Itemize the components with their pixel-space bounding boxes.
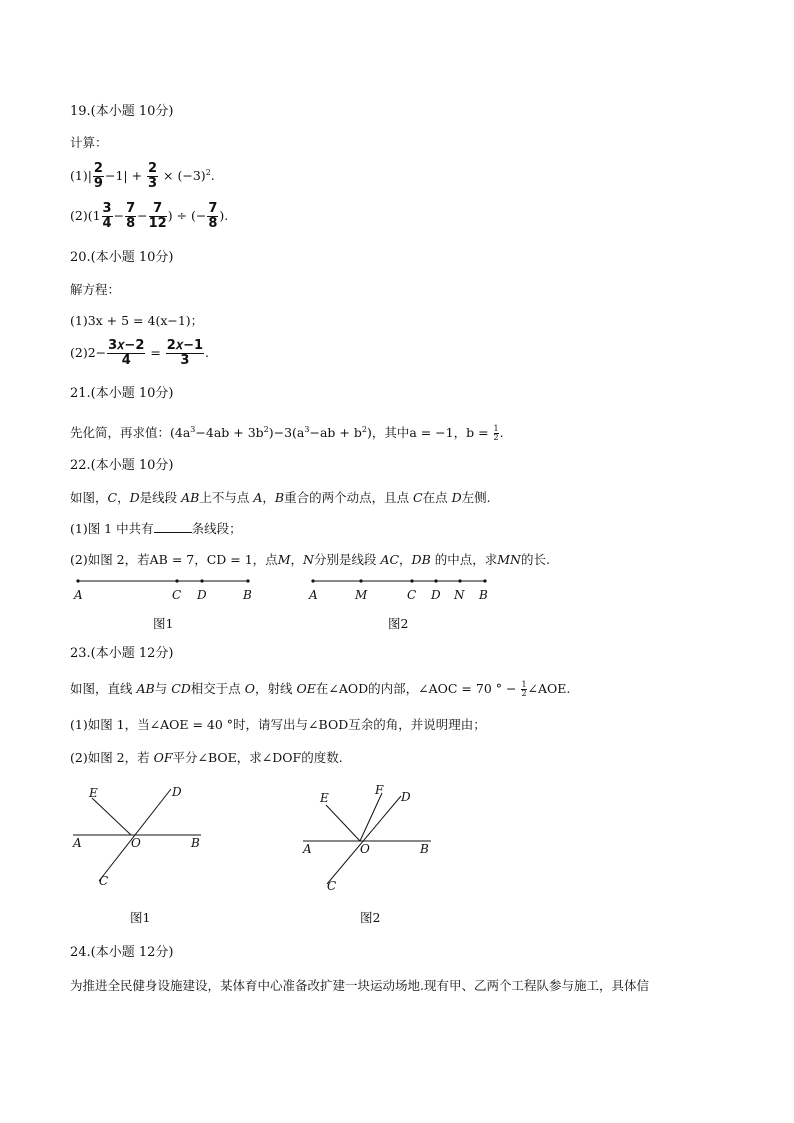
- q24-header: 24.(本小题 12分): [70, 945, 174, 960]
- q20-header: 20.(本小题 10分): [70, 250, 174, 265]
- label-c: C: [99, 874, 109, 888]
- q20-part2: (2)2− $\frac{\text{3𝑥−2}}{4}$ = $\frac{\text{2𝑥−1}}{3}$ .: [70, 338, 210, 368]
- fraction: $\frac{\text{2𝑥−1}}{3}$: [166, 338, 204, 368]
- q20-part1: (1)3x + 5 = 4(x−1)；: [70, 313, 204, 328]
- label-d: D: [172, 785, 182, 799]
- label-o: O: [131, 836, 141, 850]
- line-cd: [327, 796, 401, 884]
- q23-header: 23.(本小题 12分): [70, 646, 174, 661]
- point-n: [458, 579, 461, 582]
- ray-of: [360, 793, 382, 841]
- point-m: [359, 579, 362, 582]
- label-b: B: [243, 588, 252, 602]
- q23-fig1-caption: 图1: [130, 910, 151, 925]
- label-b: B: [420, 842, 429, 856]
- label-f: F: [375, 783, 384, 797]
- fraction: $\frac{3}{4}$: [102, 201, 112, 231]
- q22-fig1-caption: 图1: [153, 616, 174, 631]
- label-e: E: [320, 791, 329, 805]
- label-a: A: [73, 836, 82, 850]
- q21-text: 先化简，再求值：$(4a^3-4ab + 3b^2)-3(a^3-ab + b^2)$，其中a = −1，b = $\frac{1}{2}$ .: [70, 424, 504, 443]
- label-b: B: [479, 588, 488, 602]
- q23-fig2-caption: 图2: [360, 910, 381, 925]
- label-c: C: [172, 588, 182, 602]
- q23-part1: (1)如图 1，当∠AOE = 40 °时，请写出与∠BOD互余的角，并说明理由；: [70, 717, 486, 732]
- label-m: M: [355, 588, 368, 602]
- label-d: D: [401, 790, 411, 804]
- label-d: D: [431, 588, 441, 602]
- q19-part2: (2)(1 $\frac{3}{4}$ − $\frac{7}{8}$ − $\frac{7}{12}$ ) ÷ (− $\frac{7}{8}$ ).: [70, 201, 229, 231]
- label-c: C: [407, 588, 417, 602]
- point-d: [200, 579, 203, 582]
- q23-figure2: [295, 782, 445, 894]
- point-a: [311, 579, 314, 582]
- label-b: B: [191, 836, 200, 850]
- answer-blank: [154, 521, 192, 533]
- fraction: $\frac{7}{12}$: [148, 201, 167, 231]
- label-n: N: [454, 588, 465, 602]
- point-d: [434, 579, 437, 582]
- label-e: E: [89, 786, 98, 800]
- fraction: $\frac{2}{9}$: [93, 161, 103, 191]
- q19-part1: (1)| $\frac{2}{9}$ −1| + $\frac{2}{3}$ × $(-3)^2$.: [70, 161, 215, 191]
- q23-figure1: [65, 780, 215, 892]
- q24-text: 为推进全民健身设施建设，某体育中心准备改扩建一块运动场地.现有甲、乙两个工程队参与施工，具体信: [70, 978, 649, 993]
- label-c: C: [327, 879, 337, 893]
- q22-part2: (2)如图 2，若AB = 7，CD = 1，点M，N分别是线段 AC，DB 的中点，求MN的长.: [70, 552, 550, 567]
- q23-text: 如图，直线 AB与 CD相交于点 O，射线 OE在∠AOD的内部，∠AOC = 70 ° − $\frac{1}{2}$ ∠AOE.: [70, 680, 571, 698]
- q19-instruction: 计算：: [70, 135, 108, 150]
- fraction: $\frac{2}{3}$: [148, 161, 158, 191]
- q23-part2: (2)如图 2，若 OF平分∠BOE，求∠DOF的度数.: [70, 750, 343, 765]
- point-b: [483, 579, 486, 582]
- q20-instruction: 解方程：: [70, 282, 121, 297]
- q22-part1: (1)图 1 中共有 条线段；: [70, 521, 242, 536]
- q22-text: 如图，C，D是线段 AB上不与点 A，B重合的两个动点，且点 C在点 D左侧.: [70, 490, 491, 505]
- q22-fig2-caption: 图2: [388, 616, 409, 631]
- fraction: $\frac{1}{2}$: [521, 680, 527, 698]
- point-c: [175, 579, 178, 582]
- label-o: O: [360, 842, 370, 856]
- label-a: A: [303, 842, 312, 856]
- ray-oe: [92, 798, 131, 835]
- label-d: D: [197, 588, 207, 602]
- point-c: [410, 579, 413, 582]
- q22-figure1: [70, 572, 270, 608]
- q21-header: 21.(本小题 10分): [70, 386, 174, 401]
- q22-figure2: [305, 572, 505, 608]
- label-a: A: [309, 588, 318, 602]
- q19-header: 19.(本小题 10分): [70, 104, 174, 119]
- q22-header: 22.(本小题 10分): [70, 458, 174, 473]
- fraction: $\frac{1}{2}$: [493, 424, 499, 443]
- fraction: $\frac{\text{3𝑥−2}}{4}$: [108, 338, 145, 368]
- point-b: [246, 579, 249, 582]
- label-a: A: [74, 588, 83, 602]
- ray-oe: [326, 805, 360, 841]
- fraction: $\frac{7}{8}$: [208, 201, 218, 231]
- point-a: [76, 579, 79, 582]
- fraction: $\frac{7}{8}$: [126, 201, 136, 231]
